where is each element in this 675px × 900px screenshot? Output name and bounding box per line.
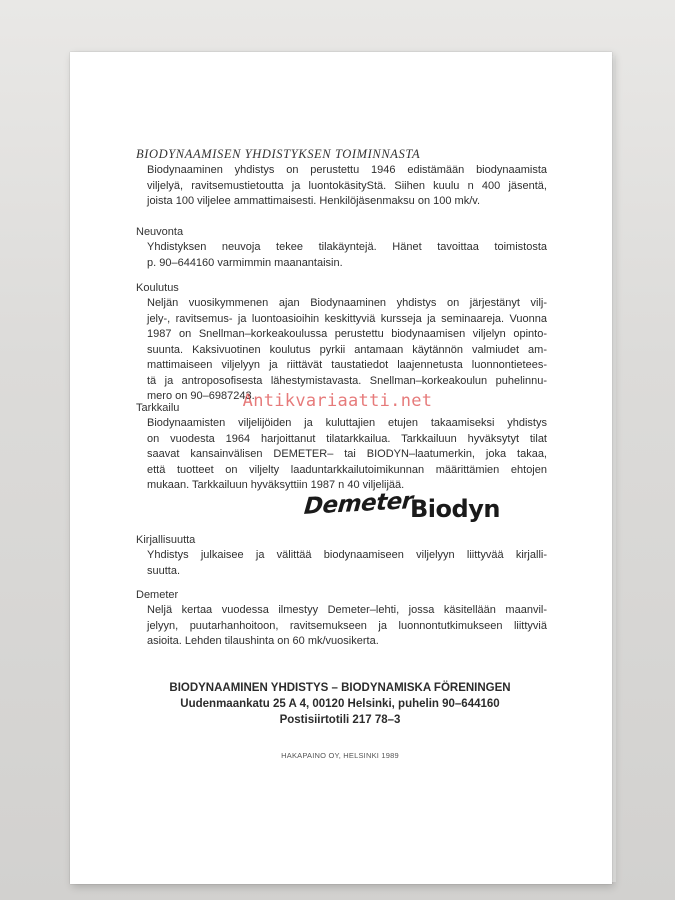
demeter-logo: Demeter bbox=[302, 488, 414, 520]
text-line: p. 90–644160 varmimmin maanantaisin. bbox=[147, 256, 343, 269]
text-line: saavat kansainvälisen DEMETER– tai BIODYN–laatumerkin, joka takaa, bbox=[147, 448, 547, 460]
section-heading-demeter: Demeter bbox=[136, 589, 179, 601]
section-heading-kirjallisuutta: Kirjallisuutta bbox=[136, 534, 196, 546]
text-line: jelyyn, puutarhanhoitoon, ravitsemukseen ja luonnontutkimukseen liittyviä bbox=[147, 619, 547, 632]
section-body-demeter bbox=[147, 603, 547, 650]
text-line: suunta. Kaksivuotinen koulutus pyrkii antamaan käytännön valmiudet am- bbox=[147, 343, 547, 356]
org-address: Uudenmaankatu 25 A 4, 00120 Helsinki, puhelin 90–644160 bbox=[180, 698, 500, 710]
section-heading-neuvonta: Neuvonta bbox=[136, 226, 184, 238]
text-line: mero on 90–6987243. bbox=[147, 390, 255, 402]
text-line: Neljä kertaa vuodessa ilmestyy Demeter–lehti, jossa käsitellään maanvil- bbox=[147, 604, 547, 616]
text-line: Neljän vuosikymmenen ajan Biodynaaminen yhdistys on järjestänyt vilj- bbox=[147, 297, 547, 309]
section-body-kirjallisuutta bbox=[147, 548, 547, 579]
section-body-neuvonta bbox=[147, 240, 547, 271]
text-line: Yhdistyksen neuvoja tekee tilakäyntejä. Hänet tavoittaa toimistosta bbox=[147, 241, 547, 253]
section-body-tarkkailu bbox=[147, 416, 547, 494]
text-line: joista 100 viljelee ammattimaisesti. Henkilöjäsenmaksu on 100 mk/v. bbox=[147, 195, 480, 207]
text-line: Yhdistys julkaisee ja välittää biodynaamiseen viljelyyn liittyvää kirjalli- bbox=[147, 549, 547, 561]
text-line: mattimaiseen viljelyyn ja riittävät taustatiedot laajennetusta luonnontietees- bbox=[147, 359, 547, 371]
book-back-cover bbox=[70, 52, 612, 884]
text-line: 1987 on Snellman–korkeakoulussa perustettu biodynaamisen viljelyn opinto- bbox=[147, 328, 547, 340]
text-line: suutta. bbox=[147, 564, 181, 577]
printer-imprint: HAKAPAINO OY, HELSINKI 1989 bbox=[281, 751, 399, 760]
text-line: viljelyä, ravitsemustietoutta ja luontokäsityStä. Siihen kuulu n 400 jäsentä, bbox=[147, 179, 547, 192]
page-title: BIODYNAAMISEN YHDISTYKSEN TOIMINNASTA bbox=[136, 147, 421, 161]
org-name: BIODYNAAMINEN YHDISTYS – BIODYNAMISKA FÖRENINGEN bbox=[169, 682, 511, 694]
watermark-text: Antikvariaatti.net bbox=[242, 391, 433, 411]
intro-paragraph bbox=[147, 163, 547, 210]
biodyn-logo: Biodyn bbox=[410, 495, 500, 523]
text-line: asioita. Lehden tilaushinta on 60 mk/vuosikerta. bbox=[147, 635, 379, 647]
text-line: tä ja antroposofisesta lähestymistavasta. Snellman–korkeakoulun puhelinnu- bbox=[147, 374, 547, 387]
text-line: Biodynaaminen yhdistys on perustettu 1946 edistämään biodynaamista bbox=[147, 164, 547, 176]
text-line: jely-, ravitsemus- ja luontoasioihin keskittyviä kursseja ja seminaareja. Vuonna bbox=[147, 312, 547, 325]
section-body-koulutus bbox=[147, 296, 547, 405]
org-postal-account: Postisiirtotili 217 78–3 bbox=[279, 714, 401, 726]
section-heading-tarkkailu: Tarkkailu bbox=[136, 402, 180, 414]
text-line: on vuodesta 1964 harjoittanut tilatarkkailua. Tarkkailuun hyväksytyt tilat bbox=[147, 432, 547, 445]
section-heading-koulutus: Koulutus bbox=[136, 282, 179, 294]
text-line: että tuotteet on viljelty laaduntarkkailutoimikunnan määrittämien ehtojen bbox=[147, 463, 547, 476]
text-line: mukaan. Tarkkailuun hyväksyttiin 1987 n 40 viljelijää. bbox=[147, 479, 405, 491]
text-line: Biodynaamisten viljelijöiden ja kuluttajien etujen takaamiseksi yhdistys bbox=[147, 417, 547, 429]
